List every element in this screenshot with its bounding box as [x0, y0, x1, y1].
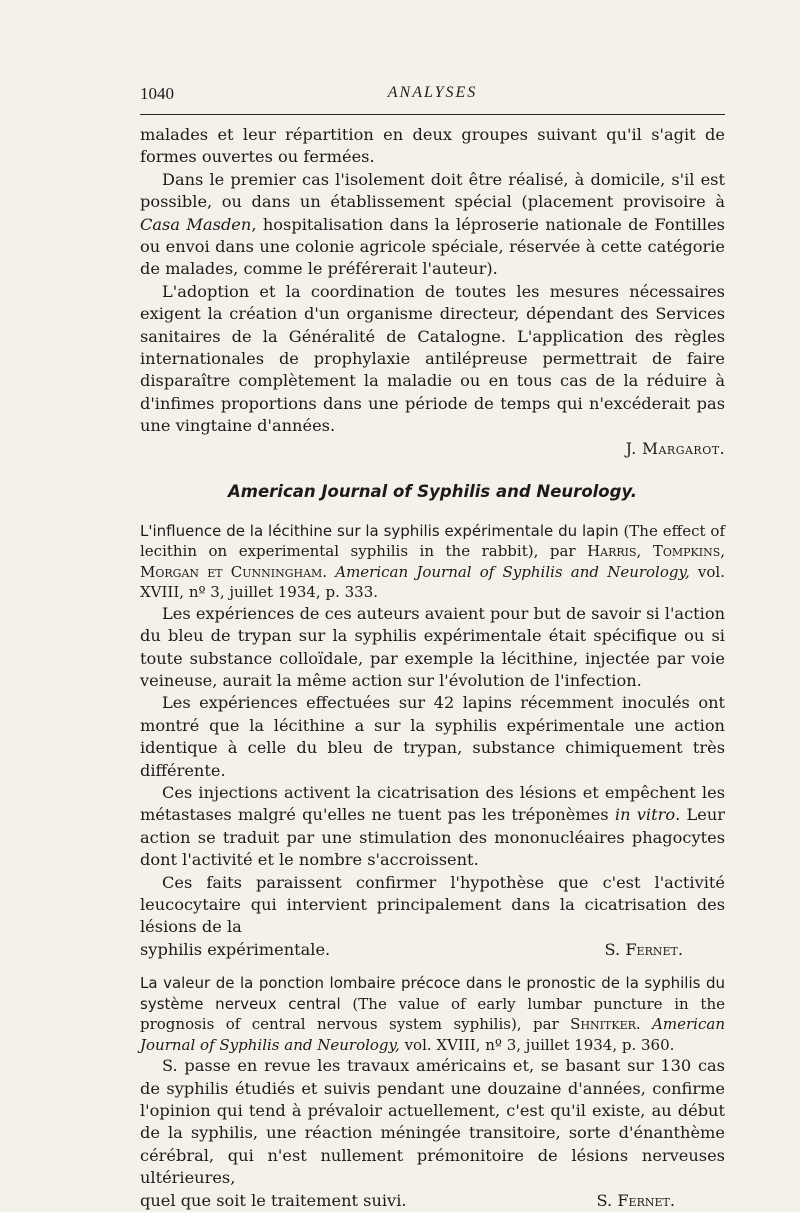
article-title: La valeur de la ponction lombaire précoce dans le pronostic de la syphilis du système nerveux central: [140, 974, 725, 1013]
paragraph: malades et leur répartition en deux groupes suivant qu'il s'agit de formes ouvertes ou fermées.: [140, 125, 725, 167]
paragraph: Ces injections activent la cicatrisation des lésions et empêchent les métastases malgré qu'elles ne tuent pas les tréponèmes in vitro. Leur action se traduit par une stimulation des mononucléaires phagocytes dont l'activité et le nombre s'accroissent.: [140, 782, 726, 870]
author-signature: S. Fernet.: [596, 1190, 675, 1210]
paragraph: S. passe en revue les travaux américains et, se basant sur 130 cas de syphilis étudiés et suivis pendant une douzaine d'années, confirme l'opinion qui tend à prévaloir actuellement, c'est qu'il existe, au début de la syphilis, une réaction méningée transitoire, sorte d'énanthème cérébral, qui n'est nullement prémonitoire de lésions nerveuses ultérieures,: [140, 1056, 725, 1188]
paragraph: L'adoption et la coordination de toutes les mesures nécessaires exigent la création d'un organisme directeur, dépendant des Services sanitaires de la Généralité de Catalogne. L'application des règles internationales de prophylaxie antilépreuse permettrait de faire disparaître complètement la maladie ou en tous cas de la réduire à d'infimes proportions dans une période de temps qui n'excéderait pas une vingtaine d'années.: [140, 281, 725, 436]
author-signature: J. Margarot.: [625, 439, 725, 458]
article-authors: Shnitker.: [570, 1015, 641, 1034]
header-rule: [140, 114, 725, 115]
paragraph: Les expériences effectuées sur 42 lapins récemment inoculés ont montré que la lécithine a sur la syphilis expérimentale une action identique à celle du bleu de trypan, substance chimiquement très différente.: [140, 693, 725, 780]
paragraph: Ces faits paraissent confirmer l'hypothèse que c'est l'activité leucocytaire qui intervient principalement dans la cicatrisation des lésions de la: [140, 872, 725, 937]
running-title: ANALYSES: [387, 84, 478, 101]
running-head: [140, 84, 725, 108]
article-authors: Harris, Tompkins, Morgan et Cunningham.: [140, 542, 725, 581]
page-content: [140, 124, 725, 1212]
article-heading: L'influence de la lécithine sur la syphilis expérimentale du lapin (The effect of lecithin on experimental syphilis in the rabbit), par Harris, Tompkins, Morgan et Cunningham. American Journal of Syphilis and Neurology, vol. XVIII, nº 3, juillet 1934, p. 333.: [140, 521, 726, 602]
page-number: 1040: [140, 84, 174, 103]
author-signature: S. Fernet.: [604, 939, 683, 959]
closing-line: syphilis expérimentale. S. Fernet.: [140, 939, 725, 961]
closing-line: quel que soit le traitement suivi. S. Fernet.: [140, 1190, 725, 1212]
paragraph: Dans le premier cas l'isolement doit être réalisé, à domicile, s'il est possible, ou dans un établissement spécial (placement provisoire à Casa Masden, hospitalisation dans la léproserie nationale de Fontilles ou envoi dans une colonie agricole spéciale, réservée à cette catégorie de malades, comme le préférerait l'auteur).: [140, 169, 725, 279]
journal-reference: American Journal of Syphilis and Neurology,: [140, 1015, 725, 1054]
journal-reference: American Journal of Syphilis and Neurology,: [327, 562, 690, 581]
article-heading: La valeur de la ponction lombaire précoce dans le pronostic de la syphilis du système nerveux central (The value of early lumbar puncture in the prognosis of central nervous system syphilis), par Shnitker. American Journal of Syphilis and Neurology, vol. XVIII, nº 3, juillet 1934, p. 360.: [140, 974, 725, 1054]
place-name: Casa Masden: [140, 214, 252, 234]
article-title: L'influence de la lécithine sur la syphilis expérimentale du lapin: [140, 521, 619, 540]
journal-heading: American Journal of Syphilis and Neurology.: [228, 481, 637, 501]
paragraph: Les expériences de ces auteurs avaient pour but de savoir si l'action du bleu de trypan sur la syphilis expérimentale était spécifique ou si toute substance colloïdale, par exemple la lécithine, injectée par voie veineuse, aurait la même action sur l'évolution de l'infection.: [140, 603, 725, 690]
